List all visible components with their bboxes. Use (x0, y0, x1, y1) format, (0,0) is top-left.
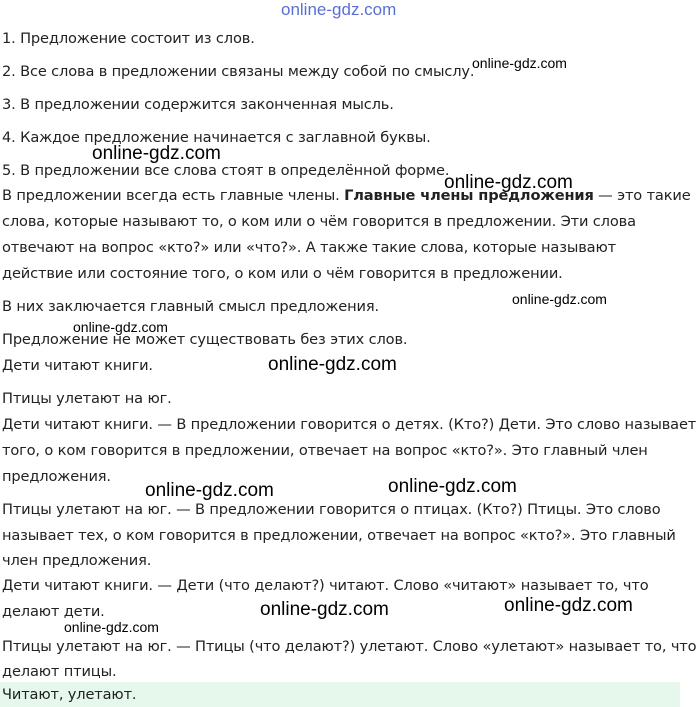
watermark: online-gdz.com (92, 143, 221, 164)
watermark: online-gdz.com (512, 291, 607, 307)
watermark: online-gdz.com (504, 595, 633, 616)
watermark: online-gdz.com (444, 172, 573, 193)
definition-line-1 (2, 186, 691, 206)
watermark: online-gdz.com (388, 476, 517, 497)
list-item-2: 2. Все слова в предложении связаны между собой по смыслу. (2, 63, 475, 80)
watermark: online-gdz.com (260, 599, 389, 620)
list-item-1: 1. Предложение состоит из слов. (2, 30, 255, 47)
text-line: называет тех, о ком говорится в предложении, отвечает на вопрос «кто?». Это главный (2, 527, 676, 544)
watermark: online-gdz.com (472, 55, 567, 71)
list-item-5: 5. В предложении все слова стоят в определённой форме. (2, 162, 450, 179)
watermark: online-gdz.com (73, 319, 168, 335)
example-sentence-2: Птицы улетают на юг. (2, 390, 172, 407)
text-line: Птицы улетают на юг. — В предложении говорится о птицах. (Кто?) Птицы. Это слово (2, 501, 661, 518)
watermark: online-gdz.com (268, 354, 397, 375)
definition-intro: В предложении всегда есть главные члены. (2, 187, 345, 204)
text-line: делают птицы. (2, 663, 117, 680)
definition-line-2: слова, которые называют то, о ком или о чём говорится в предложении. Эти слова (2, 213, 636, 230)
list-item-4: 4. Каждое предложение начинается с заглавной буквы. (2, 129, 431, 146)
text-line: Предложение не может существовать без этих слов. (2, 331, 408, 348)
definition-line-3: отвечают на вопрос «кто?» или «что?». А также такие слова, которые называют (2, 239, 616, 256)
definition-dash: — это такие (593, 187, 691, 204)
list-item-3: 3. В предложении содержится законченная мысль. (2, 96, 394, 113)
definition-term: Главные члены предложения (344, 187, 594, 204)
watermark: online-gdz.com (64, 619, 159, 635)
text-line: того, о ком говорится в предложении, отвечает на вопрос «кто?». Это главный член (2, 442, 648, 459)
text-line: Птицы улетают на юг. — Птицы (что делают?) улетают. Слово «улетают» называет то, что (2, 638, 696, 655)
definition-line-4: действие или состояние того, о ком или о чём говорится в предложении. (2, 265, 563, 282)
example-sentence-1: Дети читают книги. (2, 357, 153, 374)
answer-text: Читают, улетают. (2, 686, 137, 703)
text-line: В них заключается главный смысл предложения. (2, 298, 379, 315)
text-line: Дети читают книги. — В предложении говорится о детях. (Кто?) Дети. Это слово называет (2, 416, 696, 433)
text-line: Дети читают книги. — Дети (что делают?) читают. Слово «читают» называет то, что (2, 577, 649, 594)
text-line: член предложения. (2, 552, 152, 569)
watermark: online-gdz.com (145, 480, 274, 501)
text-line: предложения. (2, 468, 111, 485)
top-watermark: online-gdz.com (281, 0, 397, 19)
text-line: делают дети. (2, 603, 105, 620)
